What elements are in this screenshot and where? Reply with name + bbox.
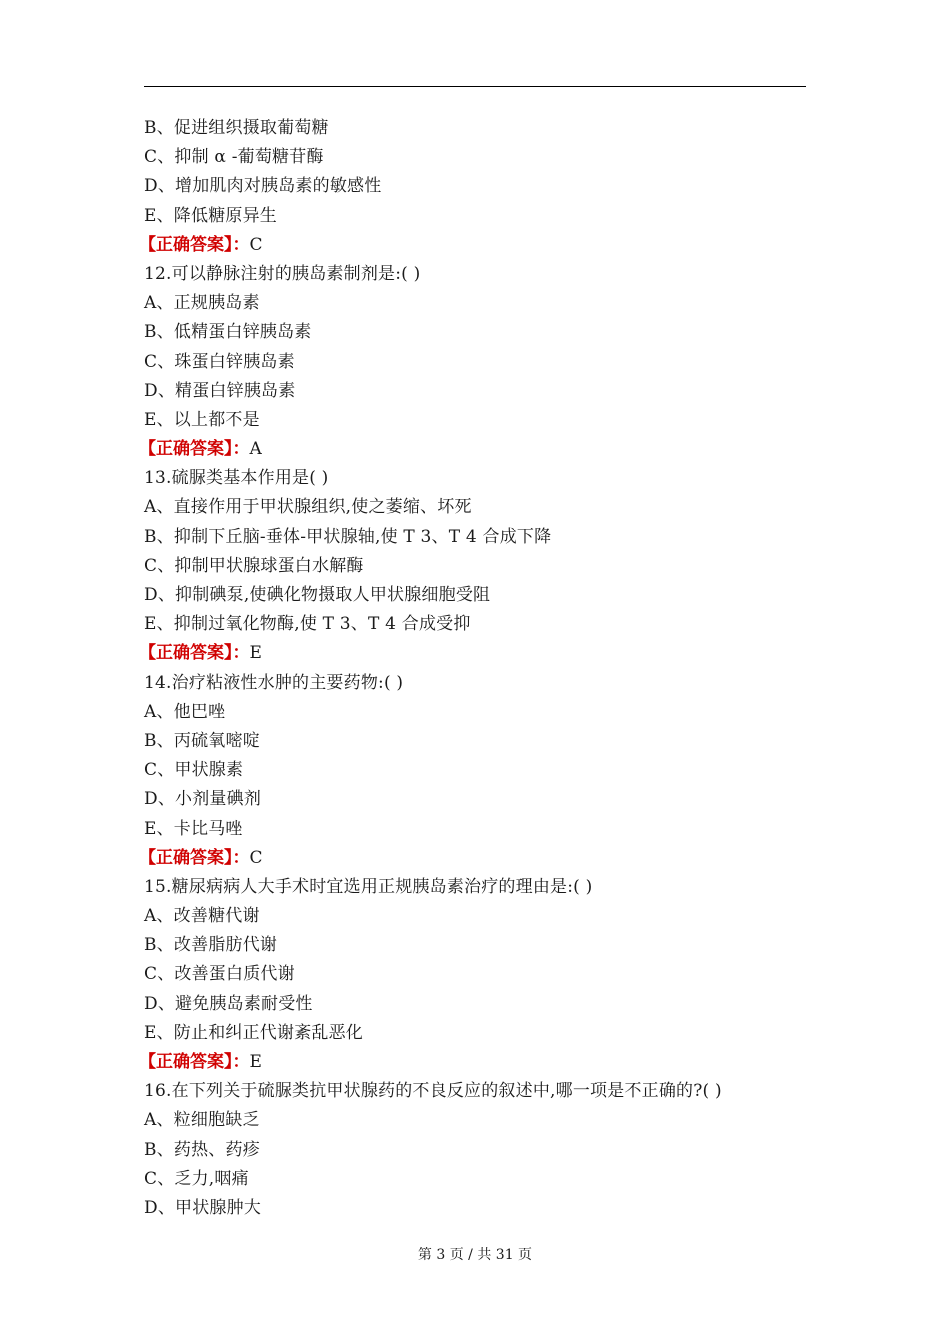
answer-value: A — [249, 439, 262, 460]
question-text: 15.糖尿病病人大手术时宜选用正规胰岛素治疗的理由是:( ) — [144, 876, 593, 897]
answer-value: E — [249, 1052, 262, 1072]
option-text: A、直接作用于甲状腺组织,使之萎缩、坏死 — [144, 497, 472, 518]
question-text: 13.硫脲类基本作用是( ) — [144, 468, 329, 489]
answer-value: C — [249, 234, 263, 255]
answer-label: 【正确答案】： — [139, 847, 250, 868]
option-text: B、低精蛋白锌胰岛素 — [144, 322, 312, 343]
answer-line — [139, 844, 806, 873]
option-text: D、精蛋白锌胰岛素 — [144, 380, 296, 401]
answer-label: 【正确答案】： — [139, 1052, 250, 1072]
option-text: A、粒细胞缺乏 — [144, 1110, 260, 1131]
option-text: C、甲状腺素 — [144, 760, 244, 781]
answer-label: 【正确答案】： — [139, 643, 250, 664]
option-text: D、抑制碘泵,使碘化物摄取人甲状腺细胞受阻 — [144, 585, 491, 605]
answer-label: 【正确答案】： — [139, 234, 250, 255]
header-rule — [144, 86, 806, 87]
answer-line — [139, 435, 806, 464]
option-text: A、正规胰岛素 — [144, 293, 260, 314]
answer-line — [139, 231, 806, 260]
option-text: D、避免胰岛素耐受性 — [144, 993, 313, 1014]
option-text: B、促进组织摄取葡萄糖 — [144, 118, 329, 138]
answer-label: 【正确答案】： — [139, 439, 250, 460]
option-text: C、抑制 α -葡萄糖苷酶 — [144, 147, 324, 168]
option-text: C、抑制甲状腺球蛋白水解酶 — [144, 555, 364, 576]
option-text: B、抑制下丘脑-垂体-甲状腺轴,使 T 3、T 4 合成下降 — [144, 526, 552, 547]
option-text: E、以上都不是 — [144, 409, 260, 430]
question-text: 14.治疗粘液性水肿的主要药物:( ) — [144, 672, 404, 693]
option-text: C、乏力,咽痛 — [144, 1168, 249, 1189]
option-text: E、降低糖原异生 — [144, 205, 278, 226]
option-text: C、改善蛋白质代谢 — [144, 964, 295, 985]
option-text: D、增加肌肉对胰岛素的敏感性 — [144, 176, 382, 197]
answer-value: E — [249, 643, 262, 664]
page-footer: 第 3 页 / 共 31 页 — [417, 1247, 533, 1263]
option-text: B、改善脂肪代谢 — [144, 935, 278, 956]
question-text: 12.可以静脉注射的胰岛素制剂是:( ) — [144, 263, 421, 284]
answer-value: C — [249, 847, 263, 868]
option-text: E、卡比马唑 — [144, 818, 243, 839]
option-text: B、丙硫氧嘧啶 — [144, 730, 260, 751]
option-text: B、药热、药疹 — [144, 1139, 260, 1160]
answer-line — [139, 639, 806, 668]
answer-line — [139, 1048, 806, 1077]
option-text: E、抑制过氧化物酶,使 T 3、T 4 合成受抑 — [144, 614, 471, 635]
option-text: A、他巴唑 — [144, 701, 226, 722]
option-text: D、小剂量碘剂 — [144, 789, 262, 810]
question-text: 16.在下列关于硫脲类抗甲状腺药的不良反应的叙述中,哪一项是不正确的?( ) — [144, 1081, 722, 1102]
option-text: E、防止和纠正代谢紊乱恶化 — [144, 1022, 364, 1043]
option-text: D、甲状腺肿大 — [144, 1197, 262, 1218]
document-body — [139, 114, 806, 1223]
option-text: C、珠蛋白锌胰岛素 — [144, 351, 295, 372]
option-text: A、改善糖代谢 — [144, 906, 260, 927]
